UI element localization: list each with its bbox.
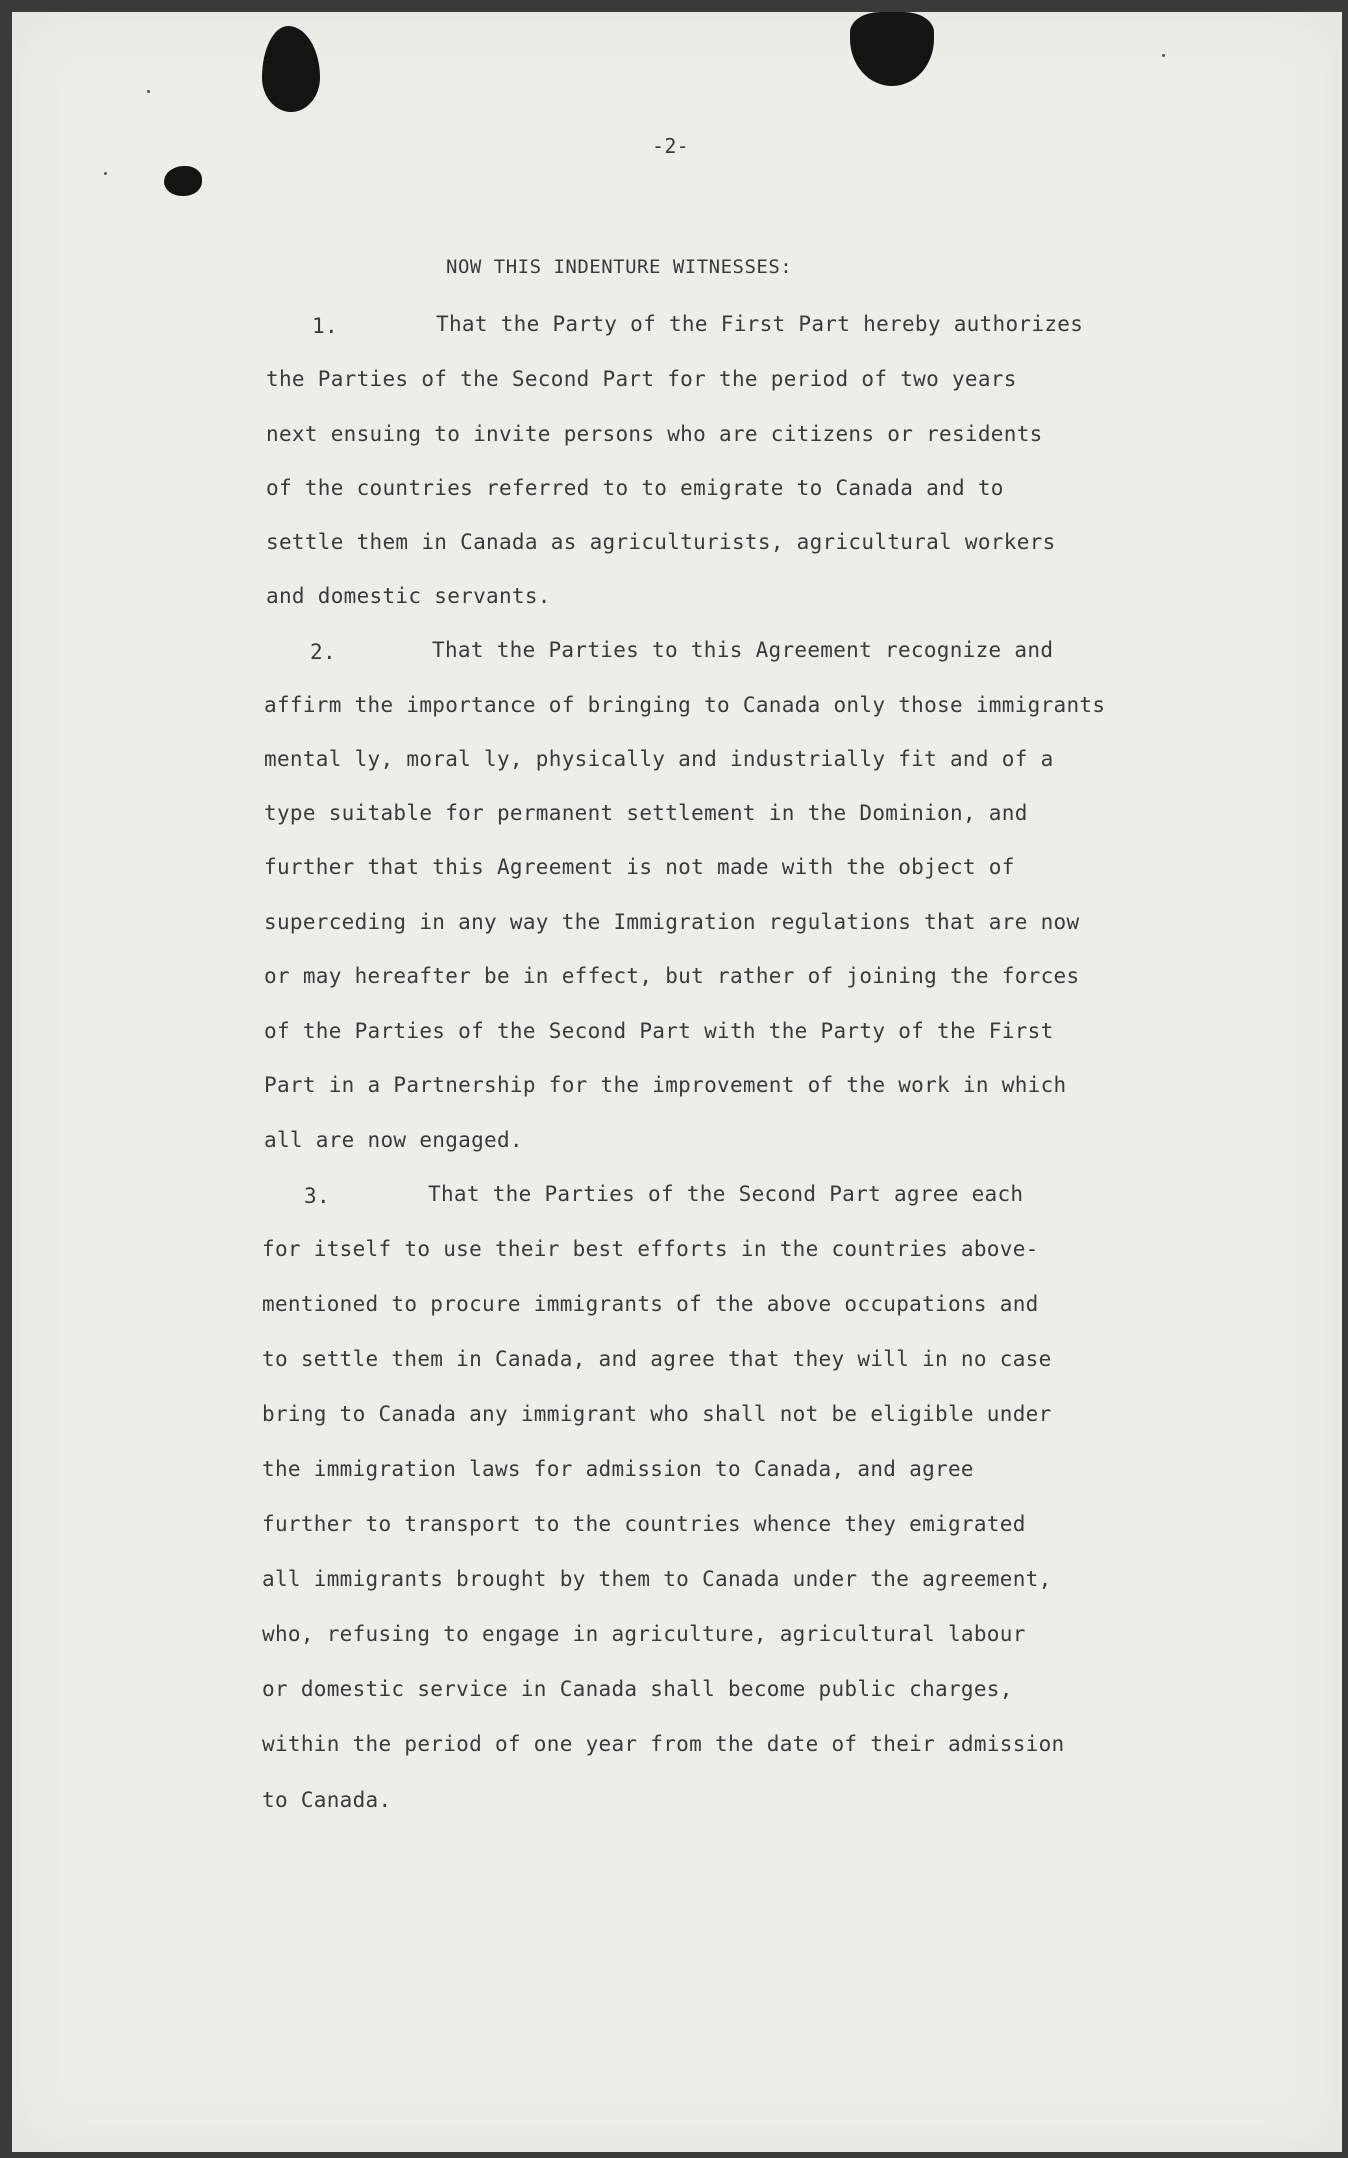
clause-line: Part in a Partnership for the improvement of the work in which — [264, 1073, 1067, 1097]
paper-speck — [147, 90, 150, 93]
clause-line: or may hereafter be in effect, but rather of joining the forces — [264, 964, 1080, 988]
clause-line: of the Parties of the Second Part with the Party of the First — [264, 1019, 1054, 1043]
page-number: -2- — [652, 134, 690, 158]
clause-line: affirm the importance of bringing to Canada only those immigrants — [264, 693, 1106, 717]
clause-line: of the countries referred to to emigrate to Canada and to — [266, 476, 1004, 500]
paper-speck — [104, 172, 107, 175]
document-page — [12, 12, 1342, 2152]
clause-line: for itself to use their best efforts in the countries above- — [262, 1237, 1039, 1261]
punch-hole — [164, 166, 202, 196]
clause-line: further that this Agreement is not made with the object of — [264, 855, 1015, 879]
clause-line: type suitable for permanent settlement in the Dominion, and — [264, 801, 1028, 825]
clause-line: to settle them in Canada, and agree that they will in no case — [262, 1347, 1052, 1371]
clause-line: within the period of one year from the date of their admission — [262, 1732, 1065, 1756]
clause-line: settle them in Canada as agriculturists, agricultural workers — [266, 530, 1056, 554]
punch-hole — [262, 26, 320, 112]
clause-line: the Parties of the Second Part for the period of two years — [266, 367, 1017, 391]
clause-number: 1. — [312, 314, 338, 338]
clause-line: to Canada. — [262, 1788, 392, 1812]
clause-line: all are now engaged. — [264, 1128, 523, 1152]
clause-line: who, refusing to engage in agriculture, agricultural labour — [262, 1622, 1026, 1646]
punch-hole — [850, 12, 934, 86]
clause-line: next ensuing to invite persons who are citizens or residents — [266, 422, 1043, 446]
clause-line: That the Party of the First Part hereby authorizes — [436, 312, 1084, 336]
clause-line: and domestic servants. — [266, 584, 551, 608]
clause-line: or domestic service in Canada shall become public charges, — [262, 1677, 1013, 1701]
clause-line: further to transport to the countries whence they emigrated — [262, 1512, 1026, 1536]
clause-number: 3. — [304, 1184, 330, 1208]
clause-line: all immigrants brought by them to Canada under the agreement, — [262, 1567, 1052, 1591]
section-heading: NOW THIS INDENTURE WITNESSES: — [446, 256, 793, 278]
clause-line: That the Parties of the Second Part agree each — [428, 1182, 1024, 1206]
paper-speck — [1162, 54, 1165, 57]
clause-line: the immigration laws for admission to Canada, and agree — [262, 1457, 974, 1481]
clause-line: mentioned to procure immigrants of the above occupations and — [262, 1292, 1039, 1316]
clause-line: bring to Canada any immigrant who shall not be eligible under — [262, 1402, 1052, 1426]
clause-line: mental ly, moral ly, physically and industrially fit and of a — [264, 747, 1054, 771]
clause-number: 2. — [310, 640, 336, 664]
clause-line: That the Parties to this Agreement recognize and — [432, 638, 1054, 662]
clause-line: superceding in any way the Immigration regulations that are now — [264, 910, 1080, 934]
